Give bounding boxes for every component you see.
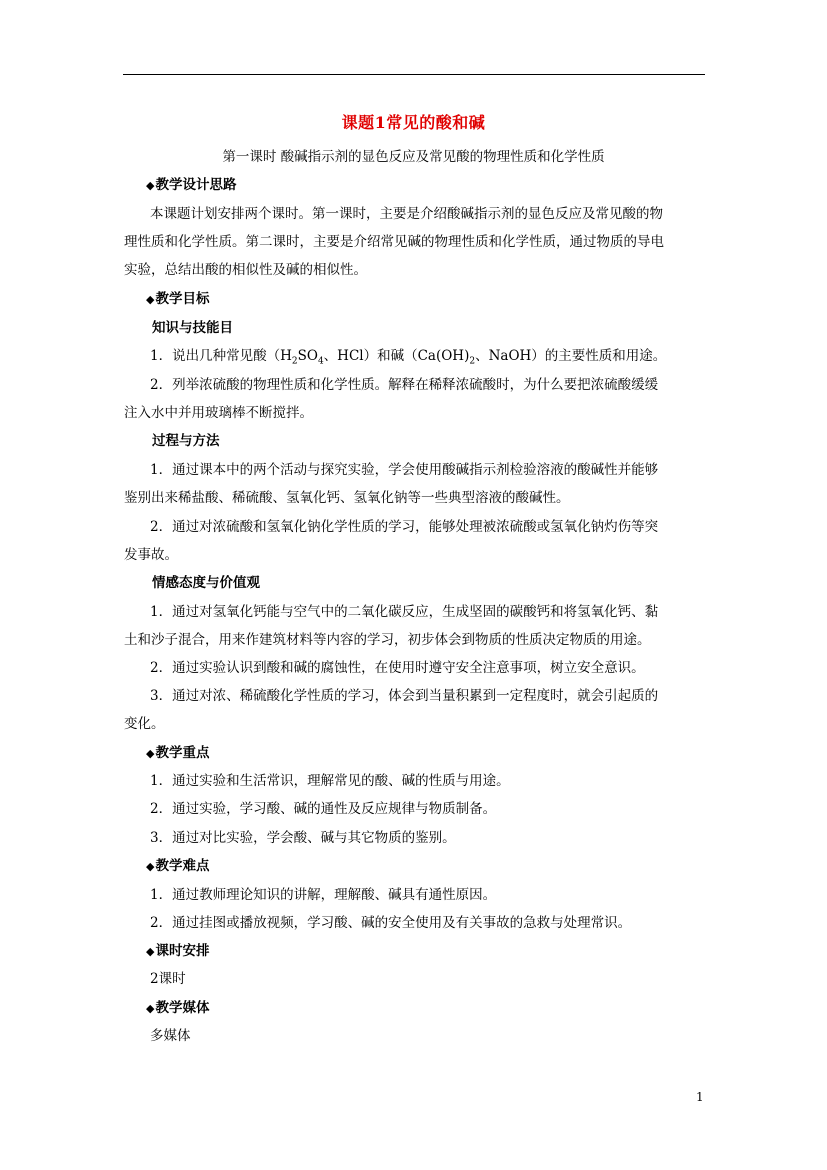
emotion-item-2: 2．通过实验认识到酸和碱的腐蚀性，在使用时遵守安全注意事项，树立安全意识。 [150,660,645,676]
knowledge-item-2-cont: 注入水中并用玻璃棒不断搅拌。 [124,405,313,421]
process-item-2-cont: 发事故。 [124,547,178,563]
process-item-1-cont: 鉴别出来稀盐酸、稀硫酸、氢氧化钙、氢氧化钠等一些典型溶液的酸碱性。 [124,490,570,506]
diamond-bullet-icon: ◆ [146,179,155,192]
knowledge-item-2: 2．列举浓硫酸的物理性质和化学性质。解释在稀释浓硫酸时，为什么要把浓硫酸缓缓 [150,377,659,393]
diamond-bullet-icon: ◆ [146,293,155,306]
subheading-emotion: 情感态度与价值观 [152,575,260,591]
key-item-2: 2．通过实验，学习酸、碱的通性及反应规律与物质制备。 [150,801,497,817]
knowledge-item-1: 1．说出几种常见酸（$H_2SO_4$、HCl）和碱（$Ca(OH)_2$、NaOH）的主要性质和用途。 [150,348,667,367]
key-item-1: 1．通过实验和生活常识，理解常见的酸、碱的性质与用途。 [150,773,510,789]
diamond-bullet-icon: ◆ [146,747,155,760]
diamond-bullet-icon: ◆ [146,860,155,873]
design-text-line: 实验，总结出酸的相似性及碱的相似性。 [124,262,367,278]
design-text-line: 理性质和化学性质。第二课时，主要是介绍常见碱的物理性质和化学性质，通过物质的导电 [124,234,664,250]
emotion-item-1: 1．通过对氢氧化钙能与空气中的二氧化碳反应，生成坚固的碳酸钙和将氢氧化钙、黏 [150,604,659,620]
section-heading-goals: ◆教学目标 [146,291,210,307]
schedule-value: 2课时 [150,971,186,987]
emotion-item-3: 3．通过对浓、稀硫酸化学性质的学习，体会到当量积累到一定程度时，就会引起质的 [150,688,659,704]
subheading-process: 过程与方法 [152,433,220,449]
header-rule [123,74,705,75]
process-item-2: 2．通过对浓硫酸和氢氧化钠化学性质的学习，能够处理被浓硫酸或氢氧化钠灼伤等突 [150,519,659,535]
design-text-line: 本课题计划安排两个课时。第一课时，主要是介绍酸碱指示剂的显色反应及常见酸的物 [150,206,663,222]
document-subtitle: 第一课时 酸碱指示剂的显色反应及常见酸的物理性质和化学性质 [222,149,605,165]
section-heading-media: ◆教学媒体 [146,1000,210,1016]
process-item-1: 1．通过课本中的两个活动与探究实验，学会使用酸碱指示剂检验溶液的酸碱性并能够 [150,462,659,478]
emotion-item-1-cont: 土和沙子混合，用来作建筑材料等内容的学习，初步体会到物质的性质决定物质的用途。 [124,632,651,648]
subheading-knowledge: 知识与技能目 [152,320,233,336]
diamond-bullet-icon: ◆ [146,1002,155,1015]
key-item-3: 3．通过对比实验，学会酸、碱与其它物质的鉴别。 [150,830,456,846]
difficult-item-1: 1．通过教师理论知识的讲解，理解酸、碱具有通性原因。 [150,887,497,903]
section-heading-design: ◆教学设计思路 [146,177,237,193]
section-heading-difficult: ◆教学难点 [146,858,210,874]
media-value: 多媒体 [150,1028,191,1044]
difficult-item-2: 2．通过挂图或播放视频，学习酸、碱的安全使用及有关事故的急救与处理常识。 [150,915,632,931]
emotion-item-3-cont: 变化。 [124,716,165,732]
page-number: 1 [696,1090,704,1104]
document-title: 课题1常见的酸和碱 [341,113,486,132]
section-heading-key: ◆教学重点 [146,745,210,761]
section-heading-schedule: ◆课时安排 [146,943,210,959]
diamond-bullet-icon: ◆ [146,945,155,958]
